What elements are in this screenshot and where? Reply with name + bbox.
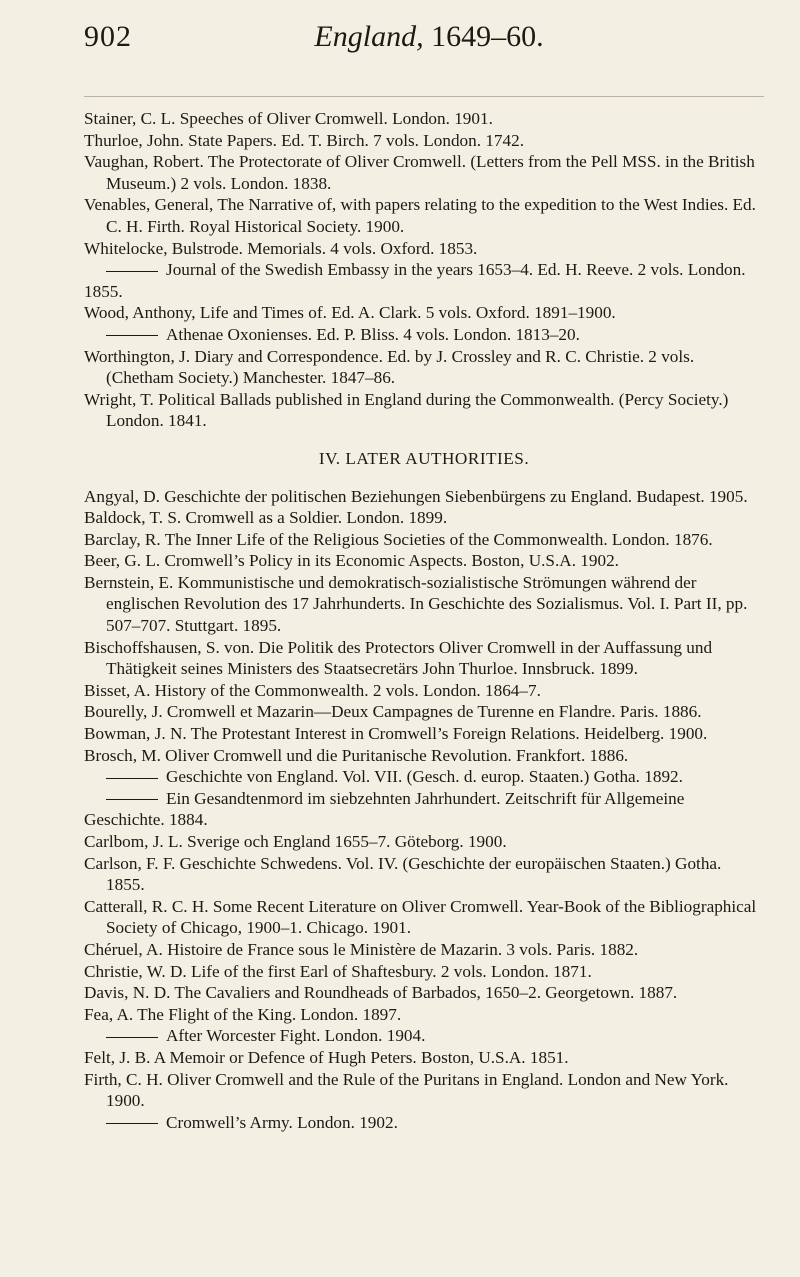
entry-text: Political Ballads published in England during the Commonwealth. (Percy Society.) London. 1841. xyxy=(106,389,729,431)
bibliography-entry xyxy=(84,389,764,432)
bibliography-entry xyxy=(84,896,764,939)
bibliography-entry xyxy=(84,1112,764,1134)
entry-author: Thurloe, John. xyxy=(84,130,184,150)
entry-author: Brosch, M. xyxy=(84,745,161,765)
bibliography-entry xyxy=(84,637,764,680)
ditto-dash xyxy=(106,1123,158,1124)
entry-author: Vaughan, Robert. xyxy=(84,152,204,172)
running-head-title: England, xyxy=(314,20,424,53)
entry-text: Life and Times of. Ed. A. Clark. 5 vols. Oxford. 1891–1900. xyxy=(199,303,616,323)
bibliography-entry xyxy=(84,507,764,529)
entry-author: Bischoffshausen, S. von. xyxy=(84,637,255,657)
entry-author: Bourelly, J. xyxy=(84,702,163,722)
entry-author: Venables, General, xyxy=(84,195,214,215)
ditto-dash xyxy=(106,778,158,779)
entry-text: Sverige och England 1655–7. Göteborg. 1900. xyxy=(187,832,507,851)
bibliography-entry xyxy=(84,108,764,130)
bibliography-entry xyxy=(84,1047,764,1069)
running-head-years: 1649–60. xyxy=(423,20,544,53)
entry-text: Memorials. 4 vols. Oxford. 1853. xyxy=(247,238,478,258)
bibliography-entry xyxy=(84,1025,764,1047)
entry-text: The Protectorate of Oliver Cromwell. (Letters from the Pell MSS. in the British Museum.) 2 vols. London. 1838. xyxy=(106,152,755,193)
header-rule xyxy=(84,96,764,97)
entry-text: State Papers. Ed. T. Birch. 7 vols. London. 1742. xyxy=(188,130,524,150)
entry-text: Oliver Cromwell und die Puritanische Revolution. Frankfort. 1886. xyxy=(165,745,629,765)
entry-author: Davis, N. D. xyxy=(84,983,171,1003)
entry-text: Die Politik des Protectors Oliver Cromwell in der Auffassung und Thätigkeit seines Ministers des Staatsecretärs John Thurloe. Innsbruck. 1899. xyxy=(106,637,713,679)
bibliography-entry xyxy=(84,723,764,745)
bibliography-entry xyxy=(84,939,764,961)
bibliography-entry xyxy=(84,853,764,896)
entry-text: The Inner Life of the Religious Societies of the Commonwealth. London. 1876. xyxy=(164,529,713,549)
ditto-dash xyxy=(106,335,158,336)
entry-text: Athenae Oxonienses. Ed. P. Bliss. 4 vols. London. 1813–20. xyxy=(166,324,580,344)
entry-author: Wright, T. xyxy=(84,389,154,409)
entry-text: The Cavaliers and Roundheads of Barbados, 1650–2. Georgetown. 1887. xyxy=(174,983,678,1003)
entry-text: Geschichte von England. Vol. VII. (Gesch. d. europ. Staaten.) Gotha. 1892. xyxy=(166,767,683,787)
entry-text: Kommunistische und demokratisch-sozialistische Strömungen während der englischen Revolution des 17 Jahrhunderts. In Geschichte des Sozialismus. Vol. I. Part II, pp. 507–707. Stuttgart. 1895. xyxy=(106,572,748,636)
entry-text: Diary and Correspondence. Ed. by J. Crossley and R. C. Christie. 2 vols. (Chetham Society.) Manchester. 1847–86. xyxy=(106,346,695,388)
entry-author: Whitelocke, Bulstrode. xyxy=(84,238,243,258)
entry-text: After Worcester Fight. London. 1904. xyxy=(166,1026,426,1046)
bibliography xyxy=(84,108,764,1133)
ditto-dash xyxy=(106,271,158,272)
bibliography-entry xyxy=(84,701,764,723)
bibliography-entry xyxy=(84,324,764,346)
bibliography-entry xyxy=(84,238,764,260)
entry-text: The Flight of the King. London. 1897. xyxy=(137,1004,402,1024)
bibliography-entry xyxy=(84,130,764,152)
entry-author: Felt, J. B. xyxy=(84,1047,151,1067)
entry-text: Cromwell’s Policy in its Economic Aspects. Boston, U.S.A. 1902. xyxy=(164,551,619,571)
bibliography-entry xyxy=(84,151,764,194)
bibliography-entry xyxy=(84,194,764,237)
entry-text: Cromwell as a Soldier. London. 1899. xyxy=(185,508,448,528)
bibliography-entry xyxy=(84,961,764,983)
bibliography-section-original-authorities xyxy=(84,108,764,432)
bibliography-entry xyxy=(84,346,764,389)
entry-author: Bisset, A. xyxy=(84,680,151,700)
running-head xyxy=(84,20,774,54)
entry-author: Stainer, C. L. xyxy=(84,109,176,128)
entry-text: Some Recent Literature on Oliver Cromwell. Year-Book of the Bibliographical Society of Chicago, 1900–1. Chicago. 1901. xyxy=(106,896,757,938)
bibliography-section-later-authorities xyxy=(84,486,764,1134)
entry-text: Histoire de France sous le Ministère de Mazarin. 3 vols. Paris. 1882. xyxy=(167,939,639,959)
entry-text: Journal of the Swedish Embassy in the years 1653–4. Ed. H. Reeve. 2 vols. London. 1855. xyxy=(84,260,746,301)
entry-text: Cromwell’s Army. London. 1902. xyxy=(166,1112,398,1132)
bibliography-entry xyxy=(84,831,764,853)
entry-author: Angyal, D. xyxy=(84,486,160,506)
bibliography-entry xyxy=(84,572,764,637)
ditto-dash xyxy=(106,1037,158,1038)
entry-author: Fea, A. xyxy=(84,1004,134,1024)
entry-text: History of the Commonwealth. 2 vols. London. 1864–7. xyxy=(154,680,541,700)
bibliography-entry xyxy=(84,529,764,551)
entry-text: The Narrative of, with papers relating to the expedition to the West Indies. Ed. C. H. Firth. Royal Historical Society. 1900. xyxy=(106,195,756,236)
entry-author: Barclay, R. xyxy=(84,529,161,549)
entry-author: Christie, W. D. xyxy=(84,961,187,981)
bibliography-entry xyxy=(84,982,764,1004)
entry-author: Chéruel, A. xyxy=(84,939,163,959)
ditto-dash xyxy=(106,799,158,800)
entry-author: Worthington, J. xyxy=(84,346,191,366)
entry-text: Oliver Cromwell and the Rule of the Puritans in England. London and New York. 1900. xyxy=(106,1069,729,1111)
entry-text: Cromwell et Mazarin—Deux Campagnes de Turenne en Flandre. Paris. 1886. xyxy=(166,702,702,722)
bibliography-entry xyxy=(84,680,764,702)
bibliography-entry xyxy=(84,766,764,788)
entry-author: Carlson, F. F. xyxy=(84,853,176,873)
entry-text: Speeches of Oliver Cromwell. London. 1901. xyxy=(179,109,493,128)
entry-text: The Protestant Interest in Cromwell’s Foreign Relations. Heidelberg. 1900. xyxy=(190,724,708,744)
page-header xyxy=(84,20,774,70)
entry-author: Baldock, T. S. xyxy=(84,508,182,528)
entry-author: Firth, C. H. xyxy=(84,1069,163,1089)
bibliography-entry xyxy=(84,745,764,767)
bibliography-entry xyxy=(84,302,764,324)
entry-author: Bernstein, E. xyxy=(84,572,174,592)
bibliography-entry xyxy=(84,486,764,508)
entry-text: A Memoir or Defence of Hugh Peters. Boston, U.S.A. 1851. xyxy=(153,1047,569,1067)
bibliography-entry xyxy=(84,1069,764,1112)
bibliography-entry xyxy=(84,1004,764,1026)
entry-author: Carlbom, J. L. xyxy=(84,832,183,851)
bibliography-entry xyxy=(84,788,764,831)
section-heading: IV. LATER AUTHORITIES. xyxy=(318,448,530,468)
bibliography-entry xyxy=(84,550,764,572)
entry-text: Geschichte der politischen Beziehungen Siebenbürgens zu England. Budapest. 1905. xyxy=(164,486,748,506)
entry-author: Beer, G. L. xyxy=(84,551,161,571)
bibliography-entry xyxy=(84,259,764,302)
entry-author: Bowman, J. N. xyxy=(84,724,187,744)
entry-author: Catterall, R. C. H. xyxy=(84,896,209,916)
entry-text: Geschichte Schwedens. Vol. IV. (Geschichte der europäischen Staaten.) Gotha. 1855. xyxy=(106,853,722,895)
entry-text: Ein Gesandtenmord im siebzehnten Jahrhundert. Zeitschrift für Allgemeine Geschichte. 1884. xyxy=(84,788,685,830)
entry-text: Life of the first Earl of Shaftesbury. 2 vols. London. 1871. xyxy=(190,961,592,981)
page-number: 902 xyxy=(84,20,132,53)
entry-author: Wood, Anthony, xyxy=(84,303,196,323)
